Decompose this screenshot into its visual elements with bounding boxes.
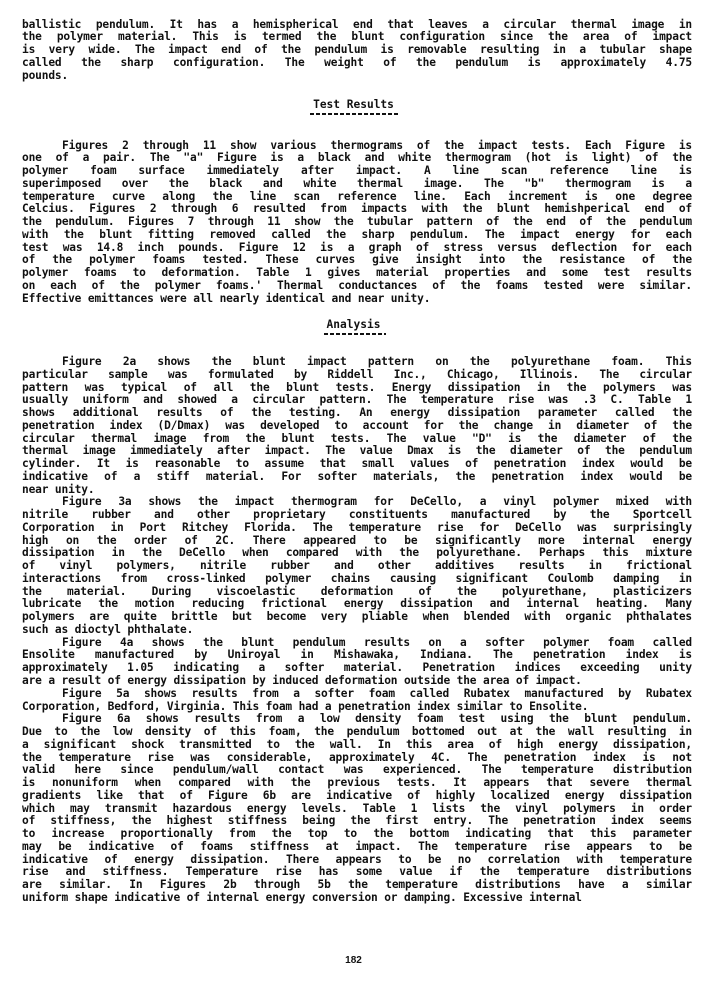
analysis-paragraph-5-line: indicative of energy dissipation. There appears to be no correlation with temperature — [22, 852, 692, 866]
analysis-paragraph-1-line: thermal image immediately after impact. The value Dmax is the diameter of the pendulum — [22, 444, 692, 458]
intro-line: called the sharp configuration. The weight of the pendulum is approximately 4.75 — [22, 55, 692, 69]
analysis-paragraph-3-line: Ensolite manufactured by Uniroyal in Mishawaka, Indiana. The penetration index is — [22, 648, 692, 662]
test-results-paragraph-line: with the blunt fitting removed called the sharp pendulum. The impact energy for each — [22, 227, 692, 241]
analysis-paragraph-1-line: shows additional results of the testing. An energy dissipation parameter called the — [22, 406, 692, 420]
analysis-paragraph-5-line: may be indicative of foams stiffness at impact. The temperature rise appears to be — [22, 839, 692, 853]
analysis-paragraph-5-line: rise and stiffness. Temperature rise has some value if the temperature distributions — [22, 865, 692, 879]
analysis-paragraph-1-line: Figure 2a shows the blunt impact pattern on the polyurethane foam. This — [62, 355, 692, 368]
test-results-paragraph-line: temperature curve along the line scan reference line. Each increment is one degree — [22, 189, 692, 203]
intro-line: pounds. — [22, 68, 69, 82]
analysis-paragraph-5-line: is nonuniform when compared with the previous tests. It appears that severe thermal — [22, 776, 692, 790]
intro-line: the polymer material. This is termed the blunt configuration since the area of impact — [22, 30, 692, 44]
analysis-paragraph-2-line: interactions from cross-linked polymer chains causing significant Coulomb damping in — [22, 571, 692, 585]
analysis-paragraph-2-line: polymers are quite brittle but become very pliable when blended with organic phthalates — [22, 610, 692, 624]
test-results-paragraph-line: superimposed over the black and white thermal image. The "b" thermogram is a — [22, 176, 692, 190]
analysis-paragraph-5-line: a significant shock transmitted to the wall. In this area of high energy dissipation, — [22, 737, 692, 751]
analysis-paragraph-5-line: are similar. In Figures 2b through 5b the temperature distributions have a similar — [22, 878, 692, 892]
section-heading-test-results-underline — [310, 113, 398, 115]
analysis-paragraph-3-line: approximately 1.05 indicating a softer material. Penetration indices exceeding unity — [22, 661, 692, 675]
test-results-paragraph-line: Celcius. Figures 2 through 6 resulted from impacts with the blunt hemishperical end of — [22, 202, 692, 216]
analysis-paragraph-2-line: of vinyl polymers, nitrile rubber and other additives results in frictional — [22, 559, 692, 573]
section-heading-test-results: Test Results — [313, 98, 394, 111]
analysis-paragraph-5-line: to increase proportionally from the top to the bottom indicating that this parameter — [22, 827, 692, 841]
analysis-paragraph-3-line: are a result of energy dissipation by induced deformation outside the area of impact. — [22, 674, 582, 687]
test-results-paragraph-line: polymer foams to deformation. Table 1 gives material properties and some test results — [22, 266, 692, 280]
analysis-paragraph-5-line: which may transmit hazardous energy levels. Table 1 lists the vinyl polymers in order — [22, 801, 692, 815]
analysis-paragraph-2-line: Corporation in Port Ritchey Florida. The temperature rise for DeCello was surprisingly — [22, 520, 692, 534]
analysis-paragraph-5-line: Figure 6a shows results from a low density foam test using the blunt pendulum. — [62, 712, 692, 726]
intro-line: ballistic pendulum. It has a hemispherical end that leaves a circular thermal image in — [22, 17, 692, 31]
analysis-paragraph-5-line: gradients like that of Figure 6b are indicative of highly localized energy dissipation — [22, 788, 692, 802]
analysis-paragraph-1-line: usually uniform and showed a circular pattern. The temperature rise was .3 C. Table 1 — [22, 393, 692, 407]
analysis-paragraph-1-line: circular thermal image from the blunt tests. The value "D" is the diameter of the — [22, 431, 692, 445]
intro-line: is very wide. The impact end of the pendulum is removable resulting in a tubular shape — [22, 43, 692, 57]
test-results-paragraph-line: test was 14.8 inch pounds. Figure 12 is a graph of stress versus deflection for each — [22, 240, 692, 254]
analysis-paragraph-2-line: high on the order of 2C. There appeared to be significantly more internal energy — [22, 533, 692, 547]
analysis-paragraph-2-line: such as dioctyl phthalate. — [22, 622, 194, 636]
test-results-paragraph-line: Effective emittances were all nearly identical and near unity. — [22, 291, 431, 305]
test-results-paragraph-line: of the polymer foams tested. These curves give insight into the resistance of the — [22, 253, 692, 267]
analysis-paragraph-5-line: uniform shape indicative of internal energy conversion or damping. Excessive internal — [22, 890, 582, 904]
analysis-paragraph-2-line: lubricate the motion reducing frictional energy dissipation and internal heating. Many — [22, 597, 692, 611]
test-results-paragraph-line: one of a pair. The "a" Figure is a black and white thermogram (hot is light) of the — [22, 151, 692, 165]
analysis-paragraph-1-line: particular sample was formulated by Riddell Inc., Chicago, Illinois. The circular — [22, 367, 692, 381]
analysis-paragraph-5-line: valid here since pendulum/wall contact was experienced. The temperature distribution — [22, 763, 692, 777]
analysis-paragraph-5-line: the temperature rise was considerable, approximately 4C. The penetration index is not — [22, 750, 692, 764]
analysis-paragraph-3-line: Figure 4a shows the blunt pendulum results on a softer polymer foam called — [62, 635, 692, 649]
section-heading-analysis-underline — [324, 333, 386, 335]
analysis-paragraph-2-line: Figure 3a shows the impact thermogram for DeCello, a vinyl polymer mixed with — [62, 495, 692, 509]
section-heading-analysis: Analysis — [326, 318, 381, 331]
analysis-paragraph-2-line: nitrile rubber and other proprietary constituents manufactured by the Sportcell — [22, 508, 692, 522]
test-results-paragraph-line: polymer foam surface immediately after impact. A line scan reference line is — [22, 164, 692, 178]
analysis-paragraph-2-line: dissipation in the DeCello when compared with the polyurethane. Perhaps this mixture — [22, 546, 692, 560]
test-results-paragraph-line: Figures 2 through 11 show various thermograms of the impact tests. Each Figure is — [62, 138, 692, 152]
analysis-paragraph-5-line: Due to the low density of this foam, the pendulum bottomed out at the wall resulting in — [22, 725, 692, 739]
analysis-paragraph-2-line: the material. During viscoelastic deformation of the polyurethane, plasticizers — [22, 584, 692, 598]
test-results-paragraph-line: the pendulum. Figures 7 through 11 show the tubular pattern of the end of the pendulum — [22, 215, 692, 229]
test-results-paragraph-line: on each of the polymer foams.' Thermal conductances of the foams tested were similar. — [22, 278, 692, 292]
analysis-paragraph-1-line: indicative of a stiff material. For softer materials, the penetration index would be — [22, 469, 692, 483]
analysis-paragraph-1-line: near unity. — [22, 482, 95, 496]
analysis-paragraph-1-line: pattern was typical of all the blunt tests. Energy dissipation in the polymers was — [22, 380, 692, 394]
analysis-paragraph-1-line: cylinder. It is reasonable to assume that small values of penetration index would be — [22, 457, 692, 471]
analysis-paragraph-1-line: penetration index (D/Dmax) was developed to account for the change in diameter of the — [22, 418, 692, 432]
analysis-paragraph-5-line: of stiffness, the highest stiffness being the first entry. The penetration index seems — [22, 814, 692, 828]
page-number: 182 — [345, 955, 362, 966]
analysis-paragraph-4-line: Corporation, Bedford, Virginia. This foam had a penetration index similar to Ensolite. — [22, 699, 589, 713]
analysis-paragraph-4-line: Figure 5a shows results from a softer foam called Rubatex manufactured by Rubatex — [62, 686, 692, 700]
